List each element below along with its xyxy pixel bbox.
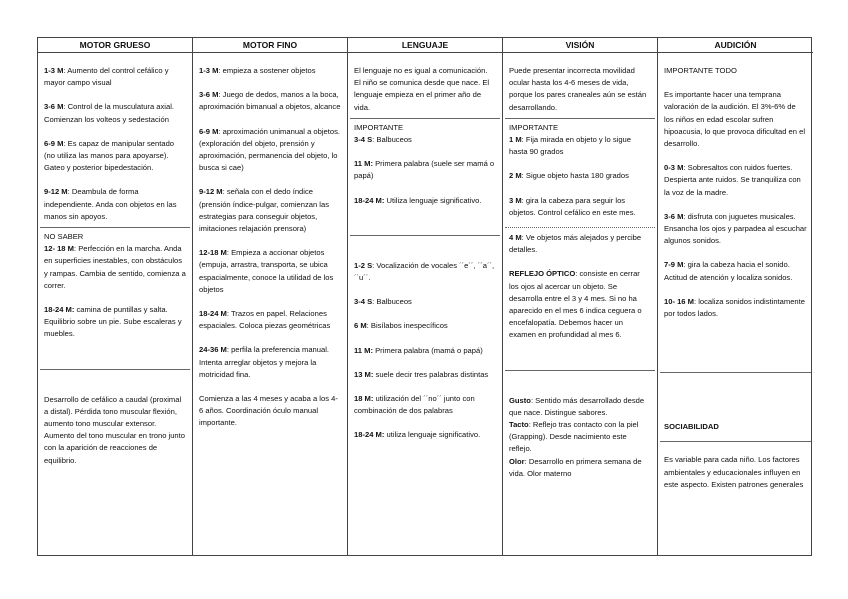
milestone-entry (193, 186, 347, 235)
milestone-text: utiliza lenguaje significativo. (384, 430, 481, 440)
milestone-entry (38, 65, 192, 89)
milestone-entry (193, 126, 347, 175)
milestone-text: : Sigue objeto hasta 180 grados (521, 171, 629, 181)
milestone-entry (38, 304, 192, 341)
milestone-age: 1-3 M (199, 66, 219, 75)
column-motor-fino (193, 38, 348, 555)
milestone-text: : consiste en cerrar los ojos al acercar un objeto. Se desarrolla entre el 3 y 4 mes. Si no ha aparecido en el mes 6 indica ceguera o encefalopatía. Debemos hacer un examen en profundidad al mes 6. (509, 269, 642, 340)
milestone-text: : empieza a sostener objetos (218, 66, 316, 75)
milestone-age: 3-4 S (354, 135, 373, 145)
milestone-age: 18-24 M: (354, 195, 385, 205)
section-label: IMPORTANTE (509, 122, 559, 132)
milestone-entry (348, 429, 502, 441)
milestone-text: Puede presentar incorrecta movilidad ocular hasta los 4-6 meses de vida, porque los pares craneales aún se están desarrollando. (509, 66, 647, 112)
milestone-text: : gira la cabeza para seguir los objetos. Control cefálico en este mes. (509, 195, 636, 217)
section-divider (660, 372, 811, 373)
milestone-entry (348, 296, 502, 308)
milestone-age: 6-9 M (44, 138, 64, 148)
milestone-age: 3-4 S (354, 297, 373, 307)
milestone-text: : Aumento del control cefálico y mayor campo visual (44, 66, 169, 88)
milestone-text: : Vocalización de vocales ´´e´´, ´´a´´, ´´u´´. (354, 260, 495, 283)
column-lenguaje (348, 38, 503, 555)
section-divider (505, 118, 655, 119)
column-visión (503, 38, 658, 555)
milestone-entry (503, 232, 657, 256)
milestone-entry (348, 345, 502, 357)
column-header: LENGUAJE (348, 38, 502, 53)
milestone-text: : Bisílabos inespecíficos (366, 321, 448, 331)
milestone-text: : Sobresaltos con ruidos fuertes. Despierta ante ruidos. Se tranquiliza con la voz de la madre. (664, 163, 801, 197)
milestone-age: 1-3 M (44, 66, 64, 75)
milestone-entry (658, 296, 813, 320)
milestone-text: : disfruta con juguetes musicales. Ensancha los ojos y parpadea al escuchar algunos sonidos. (664, 211, 807, 246)
milestone-age: 11 M: (354, 345, 373, 355)
milestone-age: 1 M (509, 135, 522, 145)
milestone-entry (348, 122, 502, 146)
section-divider (660, 441, 811, 442)
milestone-age: 13 M: (354, 369, 374, 379)
milestone-entry (193, 393, 347, 430)
milestone-entry (658, 454, 813, 491)
column-motor-grueso (38, 38, 193, 555)
milestone-age: 11 M: (354, 159, 373, 169)
milestone-text: : Balbuceos (372, 135, 412, 145)
milestone-age: 2 M (509, 171, 522, 181)
milestone-age: 10- 16 M (664, 296, 694, 306)
milestone-text: : Ve objetos más alejados y percibe detalles. (509, 233, 642, 255)
milestone-entry (193, 65, 347, 77)
milestone-entry (503, 395, 657, 419)
column-header: VISIÓN (503, 38, 657, 53)
milestone-entry (193, 247, 347, 296)
column-audición (658, 38, 813, 555)
milestone-text: : Sentido más desarrollado desde que nace. Distingue sabores. (509, 395, 645, 417)
section-divider (350, 235, 500, 236)
milestone-entry (658, 259, 813, 283)
section-divider (505, 370, 655, 371)
milestone-text: Es variable para cada niño. Los factores ambientales y educacionales influyen en este aspecto. Existen patrones generales (664, 455, 804, 489)
milestone-entry (193, 89, 347, 113)
milestone-age: 3-6 M (199, 90, 219, 100)
milestone-entry (348, 393, 502, 417)
milestone-entry (38, 101, 192, 125)
milestone-text: : localiza sonidos indistintamente por todos lados. (664, 296, 805, 319)
milestone-text: suele decir tres palabras distintas (373, 369, 489, 379)
section-divider (40, 227, 190, 228)
milestone-age: 18-24 M: (354, 430, 385, 440)
milestone-entry (503, 419, 657, 456)
milestone-age: 12- 18 M (44, 244, 74, 254)
milestone-entry (503, 195, 657, 219)
milestone-age: 7-9 M (664, 260, 684, 270)
milestone-age: Tacto (509, 420, 529, 430)
milestone-text: : Perfección en la marcha. Anda en superficies inestables, con obstáculos y rampas. Cambia de sentido, comienza a correr. (44, 244, 186, 290)
milestone-text: Es importante hacer una temprana valoración de la audición. El 3%-6% de los niños en edad escolar sufren hipoacusia, lo que provoca dificultad en el desarrollo. (664, 90, 805, 149)
milestone-entry (658, 421, 813, 433)
column-header: MOTOR GRUESO (38, 38, 192, 53)
milestone-text: : Desarrollo en primera semana de vida. Olor materno (509, 456, 642, 478)
milestone-entry (503, 456, 657, 480)
milestone-text: Utiliza lenguaje significativo. (384, 195, 482, 205)
milestone-age: 3 M (509, 195, 522, 205)
milestone-age: 1-2 S (354, 260, 373, 270)
milestone-text: : Juego de dedos, manos a la boca, aproximación bimanual a objetos, alcance (199, 90, 341, 112)
milestone-text: : Deambula de forma independiente. Anda con objetos en las manos sin apoyos. (44, 187, 177, 221)
milestone-entry (38, 186, 192, 223)
milestone-text: : aproximación unimanual a objetos. (exploración del objeto, prensión y aproximación, permanencia del objeto, lo busca si cae) (199, 126, 340, 173)
milestone-text: : Es capaz de manipular sentado (no utiliza las manos para apoyarse). Gateo y posterior bipedestación. (44, 138, 175, 173)
milestone-text: : Control de la musculatura axial. Comienzan los volteos y sedestación (44, 102, 175, 124)
milestone-entry (348, 369, 502, 381)
milestone-text: utilización del ´´no´´ junto con combinación de dos palabras (354, 394, 475, 416)
milestone-text: : gira la cabeza hacia el sonido. Actitud de atención y localiza sonidos. (664, 260, 793, 282)
milestone-text: camina de puntillas y salta. Equilibrio sobre un pie. Sube escaleras y muebles. (44, 305, 182, 339)
milestone-entry (503, 268, 657, 341)
milestone-age: 4 M (509, 233, 522, 243)
milestone-entry (38, 231, 192, 292)
milestone-entry (658, 89, 813, 150)
milestone-text: El lenguaje no es igual a comunicación. El niño se comunica desde que nace. El lenguaje empieza en el primer año de vida. (354, 66, 490, 112)
section-label: IMPORTANTE (354, 122, 404, 132)
milestone-text: Comienza a las 4 meses y acaba a los 4-6 años. Coordinación óculo manual importante. (199, 394, 338, 428)
milestone-age: 9-12 M (199, 187, 223, 197)
section-divider (505, 227, 655, 228)
milestone-age: Gusto (509, 395, 531, 405)
section-divider (350, 118, 500, 119)
milestone-age: 24-36 M (199, 345, 227, 355)
section-label: NO SABER (44, 232, 84, 242)
milestone-text: : Empieza a accionar objetos (empuja, arrastra, transporta, se ubica espacialmente, conoce la utilidad de los objetos (199, 248, 334, 294)
milestone-entry (658, 162, 813, 199)
milestone-age: 12-18 M (199, 248, 227, 258)
milestone-text: Primera palabra (mamá o papá) (373, 345, 483, 355)
column-header: MOTOR FINO (193, 38, 347, 53)
milestone-entry (348, 260, 502, 284)
milestone-age: 9-12 M (44, 187, 68, 197)
milestone-age: 0-3 M (664, 163, 684, 173)
milestone-age: 6-9 M (199, 126, 219, 136)
column-header: AUDICIÓN (658, 38, 813, 53)
milestone-entry (348, 320, 502, 332)
milestone-entry (348, 195, 502, 207)
milestone-entry (348, 158, 502, 182)
milestone-entry (658, 211, 813, 248)
milestone-text: : Fija mirada en objeto y lo sigue hasta 90 grados (509, 135, 631, 157)
milestone-age: 3-6 M (664, 211, 684, 221)
milestone-age: Olor (509, 456, 525, 466)
milestone-text: : señala con el dedo índice (prensión índice-pulgar, comienzan las estrategias para conseguir objetos, imitaciones relajación prensora) (199, 187, 330, 234)
milestone-text: Desarrollo de cefálico a caudal (proximal a distal). Pérdida tono muscular flexión, aumento tono muscular extensor. Aumento del tono muscular en trono junto con la aparición de reacciones de equilibrio. (44, 394, 185, 465)
milestone-entry (503, 65, 657, 114)
milestone-entry (503, 170, 657, 182)
milestone-text: : Reflejo tras contacto con la piel (Grapping). Desde nacimiento este reflejo. (509, 420, 639, 454)
milestone-entry (38, 394, 192, 467)
milestone-age: 3-6 M (44, 102, 64, 112)
milestone-entry (38, 138, 192, 175)
milestone-age: 18-24 M (199, 309, 227, 319)
section-divider (40, 369, 190, 370)
milestone-text: : Trazos en papel. Relaciones espaciales. Coloca piezas geométricas (199, 309, 331, 331)
milestone-text: Primera palabra (suele ser mamá o papá) (354, 159, 495, 181)
milestone-age: 18 M: (354, 394, 374, 404)
milestone-age: 6 M (354, 321, 367, 331)
milestone-age: 18-24 M: (44, 305, 75, 315)
milestone-entry (193, 308, 347, 332)
milestone-age: REFLEJO ÓPTICO (509, 269, 576, 279)
milestone-entry (658, 65, 813, 77)
milestone-entry (503, 122, 657, 159)
milestone-age: SOCIABILIDAD (664, 422, 719, 432)
milestone-entry (193, 344, 347, 381)
development-table (37, 37, 812, 556)
milestone-text: : perfila la preferencia manual. Intenta arreglar objetos y mejora la motricidad fina. (199, 345, 330, 379)
milestone-text: IMPORTANTE TODO (664, 66, 737, 75)
milestone-text: : Balbuceos (372, 297, 412, 307)
milestone-entry (348, 65, 502, 114)
